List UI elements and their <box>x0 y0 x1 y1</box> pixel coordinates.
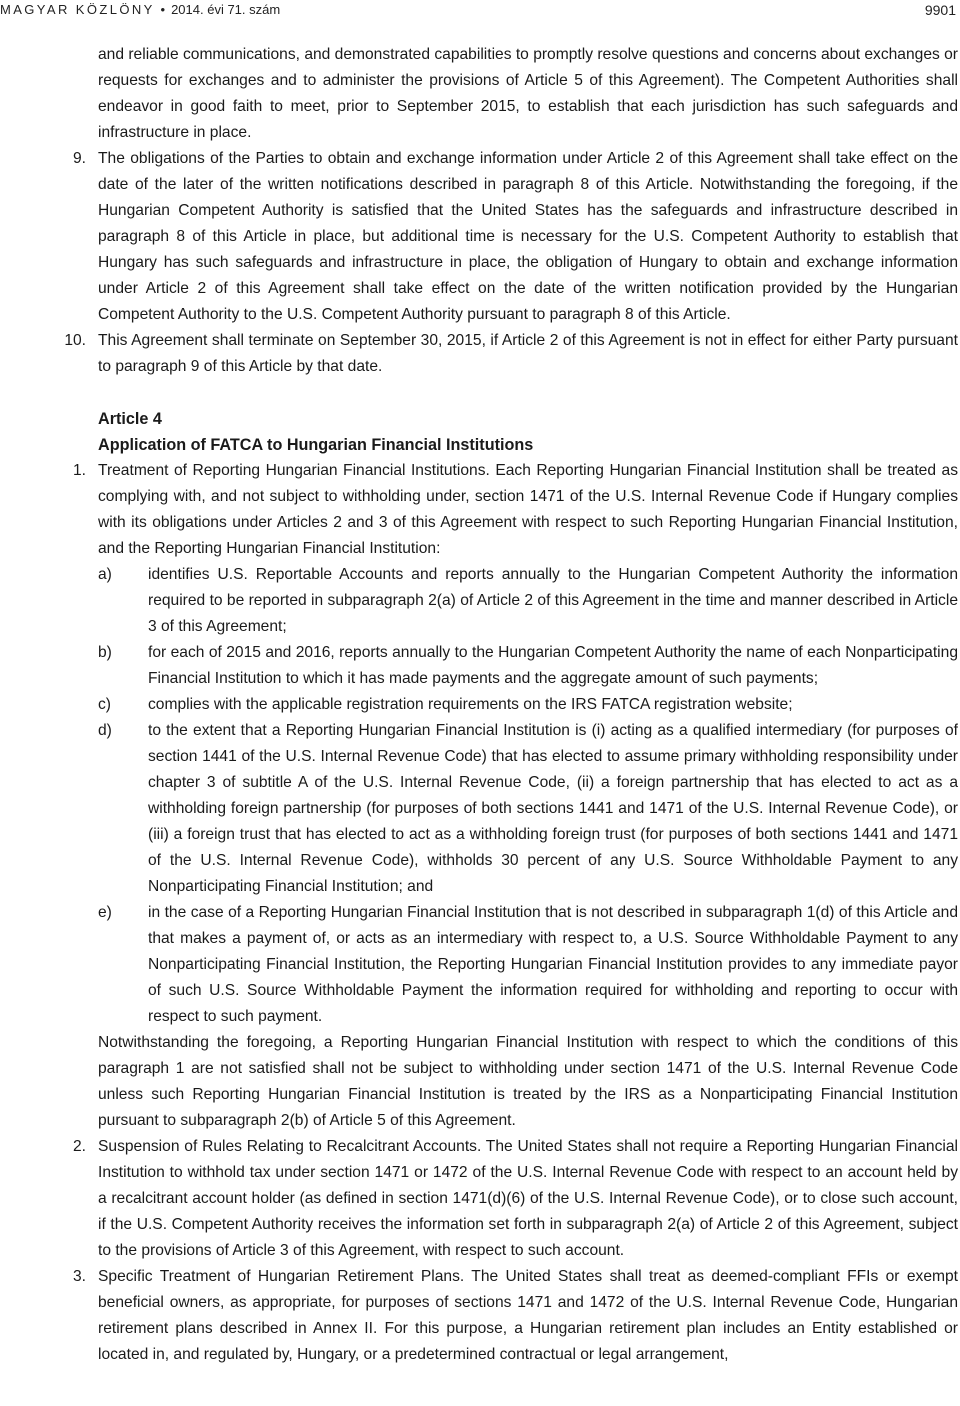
paragraph-number: 9. <box>72 150 86 167</box>
journal-title: MAGYAR KÖZLÖNY <box>0 2 155 17</box>
paragraph-number: 1. <box>72 462 86 479</box>
paragraph-text: Specific Treatment of Hungarian Retirement Plans. The United States shall treat as deemed-compliant FFIs or exempt beneficial owners, as appropriate, for purposes of sections 1471 and 1472 of the U.S. Internal Revenue Code, Hungarian retirement plans described in Annex II. For this purpose, a Hungarian retirement plan includes an Entity established or located in, and regulated by, Hungary, or a predetermined contractual or legal arrangement, <box>98 1268 958 1363</box>
list-item-b <box>0 640 960 692</box>
issue-label: 2014. évi 71. szám <box>171 2 281 17</box>
article4-paragraph-1 <box>0 458 960 562</box>
continuation-paragraph: and reliable communications, and demonstrated capabilities to promptly resolve questions and concerns about exchanges or requests for exchanges and to administer the provisions of Article 5 of this Agreement). The Competent Authorities shall endeavor in good faith to meet, prior to September 2015, to establish that each jurisdiction has such safeguards and infrastructure in place. <box>98 46 958 141</box>
list-item-a <box>0 562 960 640</box>
paragraph-text: This Agreement shall terminate on September 30, 2015, if Article 2 of this Agreement is not in effect for either Party pursuant to paragraph 9 of this Article by that date. <box>98 332 958 375</box>
list-text: to the extent that a Reporting Hungarian Financial Institution is (i) acting as a qualified intermediary (for purposes of section 1441 of the U.S. Internal Revenue Code) that has elected to assume primary withholding responsibility under chapter 3 of subtitle A of the U.S. Internal Revenue Code, (ii) a foreign partnership that has elected to act as a withholding foreign partnership (for purposes of both sections 1441 and 1471 of the U.S. Internal Revenue Code), or (iii) a foreign trust that has elected to act as a withholding foreign trust (for purposes of both sections 1441 and 1471 of the U.S. Internal Revenue Code), withholds 30 percent of any U.S. Source Withholdable Payment to any Nonparticipating Financial Institution; and <box>148 722 958 895</box>
list-label: c) <box>98 696 111 713</box>
paragraph-number: 10. <box>64 332 86 349</box>
paragraph-text: Treatment of Reporting Hungarian Financial Institutions. Each Reporting Hungarian Financial Institution shall be treated as complying with, and not subject to withholding under, section 1471 of the U.S. Internal Revenue Code if Hungary complies with its obligations under Articles 2 and 3 of this Agreement with respect to such Reporting Hungarian Financial Institution, and the Reporting Hungarian Financial Institution: <box>98 462 958 557</box>
list-text: in the case of a Reporting Hungarian Financial Institution that is not described in subparagraph 1(d) of this Article and that makes a payment of, or acts as an intermediary with respect to, a U.S. Source Withholdable Payment to any Nonparticipating Financial Institution, the Reporting Hungarian Financial Institution provides to any immediate payor of such U.S. Source Withholdable Payment the information required for withholding and reporting to occur with respect to such payment. <box>148 904 958 1025</box>
paragraph-number: 2. <box>72 1138 86 1155</box>
page-body <box>0 42 960 1368</box>
list-item-d <box>0 718 960 900</box>
list-label: e) <box>98 904 112 921</box>
paragraph-text: Suspension of Rules Relating to Recalcitrant Accounts. The United States shall not require a Reporting Hungarian Financial Institution to withhold tax under section 1471 or 1472 of the U.S. Internal Revenue Code with respect to an account held by a recalcitrant account holder (as defined in section 1471(d)(6) of the U.S. Internal Revenue Code), or to close such account, if the U.S. Competent Authority receives the information set forth in subparagraph 2(a) of Article 2 of this Agreement, subject to the provisions of Article 3 of this Agreement, with respect to such account. <box>98 1138 958 1259</box>
list-text: for each of 2015 and 2016, reports annually to the Hungarian Competent Authority the name of each Nonparticipating Financial Institution to which it has made payments and the aggregate amount of such payments; <box>148 644 958 687</box>
list-item-e <box>0 900 960 1030</box>
article4-paragraph-2 <box>0 1134 960 1264</box>
page-number: 9901 <box>924 2 956 18</box>
paragraph-9 <box>0 146 960 328</box>
page-header <box>0 0 960 22</box>
paragraph-1-closing: Notwithstanding the foregoing, a Reporting Hungarian Financial Institution with respect to which the conditions of this paragraph 1 are not satisfied shall not be subject to withholding under section 1471 of the U.S. Internal Revenue Code unless such Reporting Hungarian Financial Institution is treated by the IRS as a Nonparticipating Financial Institution pursuant to subparagraph 2(b) of Article 5 of this Agreement. <box>98 1034 958 1129</box>
paragraph-number: 3. <box>72 1268 86 1285</box>
list-label: b) <box>98 644 112 661</box>
paragraph-text: The obligations of the Parties to obtain and exchange information under Article 2 of this Agreement shall take effect on the date of the later of the written notifications described in paragraph 8 of this Article. Notwithstanding the foregoing, if the Hungarian Competent Authority is satisfied that the United States has the safeguards and infrastructure described in paragraph 8 of this Article in place, but additional time is necessary for the U.S. Competent Authority to establish that Hungary has such safeguards and infrastructure in place, the obligation of Hungary to obtain and exchange information under Article 2 of this Agreement shall take effect on the date of the written notification provided by the Hungarian Competent Authority to the U.S. Competent Authority pursuant to paragraph 8 of this Article. <box>98 150 958 323</box>
paragraph-10 <box>0 328 960 380</box>
header-left <box>0 2 280 17</box>
list-item-c <box>0 692 960 718</box>
article4-paragraph-3 <box>0 1264 960 1368</box>
section-gap <box>0 380 960 406</box>
list-text: identifies U.S. Reportable Accounts and reports annually to the Hungarian Competent Authority the information required to be reported in subparagraph 2(a) of Article 2 of this Agreement in the time and manner described in Article 3 of this Agreement; <box>148 566 958 635</box>
article-subtitle: Application of FATCA to Hungarian Financial Institutions <box>98 436 534 454</box>
list-text: complies with the applicable registration requirements on the IRS FATCA registration website; <box>148 696 793 713</box>
article-title: Article 4 <box>98 410 162 428</box>
header-separator: • <box>160 2 166 17</box>
list-label: d) <box>98 722 112 739</box>
list-label: a) <box>98 566 112 583</box>
